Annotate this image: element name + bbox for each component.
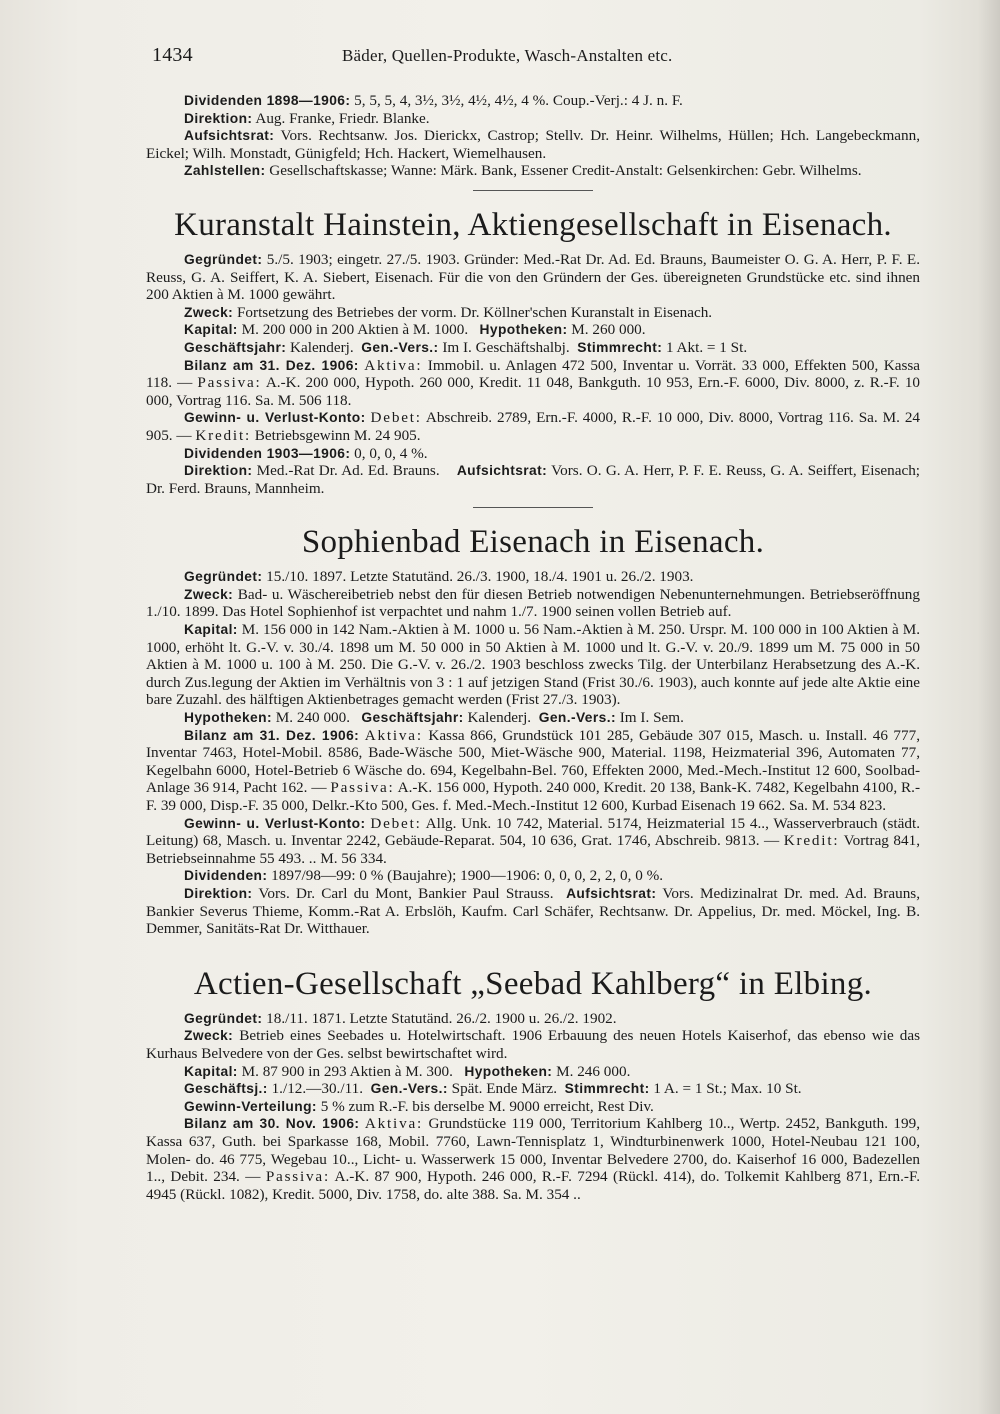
capital-text: M. 87 900 in 293 Aktien à M. 300. [237, 1062, 453, 1080]
founded-text: 18./11. 1871. Letzte Statutänd. 26./2. 1900 u. 26./2. 1902. [262, 1009, 617, 1027]
purpose-label: Zweck: [184, 586, 234, 602]
section-sophienbad-eisenach [146, 522, 920, 937]
capital-label: Kapital: [184, 322, 238, 338]
founded-paragraph [146, 251, 920, 304]
voting-right-label: Stimmrecht: [564, 1081, 650, 1097]
mortgages-label: Hypotheken: [479, 322, 568, 338]
balance-label: Bilanz am 31. Dez. 1906: [184, 727, 360, 743]
founded-paragraph [146, 1010, 920, 1028]
liabilities-text: A.-K. 156 000, Hypoth. 240 000, Kredit. 20 138, Bank-K. 7482, Kegelbahn 4100, R.-F. 39 000, Disp.-F. 35 000, Delkr.-Kto 500, Ges. f. Med.-Mech.-Institut 12 600, Kurbad Eisenach 19 662. Sa. M. 534 823. [146, 779, 920, 814]
paying-agents-text: Gesellschaftskasse; Wanne: Märk. Bank, Essener Credit-Anstalt: Gelsenkirchen: Gebr. Wilhelms. [265, 162, 862, 180]
liabilities-label: Passiva: [265, 1168, 330, 1186]
supervisory-board-text: Vors. O. G. A. Herr, P. F. E. Reuss, G. A. Seiffert, Eisenach; Dr. Ferd. Brauns, Mannheim. [146, 462, 921, 497]
board-label: Direktion: [184, 885, 253, 901]
business-year-text: Kalenderj. [286, 338, 354, 356]
business-year-label: Geschäftsjahr: [184, 339, 287, 355]
company-title: Sophienbad Eisenach in Eisenach. [301, 524, 765, 561]
purpose-paragraph [146, 1027, 920, 1062]
section-previous-company [146, 92, 920, 191]
board-text: Med.-Rat Dr. Ad. Ed. Brauns. [252, 462, 440, 480]
mortgages-label: Hypotheken: [184, 710, 272, 726]
dividends-text: 5, 5, 5, 4, 3½, 3½, 4½, 4½, 4 %. Coup.-Verj.: 4 J. n. F. [350, 92, 683, 109]
board-label: Direktion: [184, 463, 253, 479]
mortgages-paragraph [146, 709, 920, 727]
business-year-paragraph [146, 1080, 920, 1098]
credit-text: Betriebsgewinn M. 24 905. [250, 426, 421, 444]
purpose-text: Bad- u. Wäschereibetrieb nebst den für diesen Betrieb notwendigen Nebenunternehmungen. Betriebseröffnung 1./10. 1899. Das Hotel Sophienhof ist verpachtet und nahm 1./7. 1900 seinen vollen Betrieb auf. [146, 585, 920, 621]
voting-right-text: 1 A. = 1 St.; Max. 10 St. [649, 1080, 802, 1098]
debit-text: Abschreib. 2789, Ern.-F. 4000, R.-F. 10 000, Div. 8000, Vortrag 116. Sa. M. 24 905. — [146, 409, 921, 444]
supervisory-board-label: Aufsichtsrat: [566, 885, 657, 901]
section-seebad-kahlberg [146, 964, 920, 1204]
section-divider [473, 190, 593, 191]
page-content [146, 92, 920, 1203]
page-number: 1434 [152, 44, 193, 66]
liabilities-text: A.-K. 200 000, Hypoth. 260 000, Kredit. 11 048, Bankguth. 10 953, Ern.-F. 6000, Div. 8000, z. R.-F. 10 000, Vortrag 116. Sa. M. 506 118. [146, 374, 921, 409]
supervisory-board-text: Vors. Rechtsanw. Jos. Dierickx, Castrop; Stellv. Dr. Heinr. Wilhelms, Hüllen; Hch. Langebeckmann, Eickel; Wilh. Monstadt, Günigfeld; Hch. Hackert, Wiemelhausen. [146, 127, 920, 162]
general-meeting-text: Spät. Ende März. [447, 1080, 558, 1098]
profit-distribution-label: Gewinn-Verteilung: [184, 1098, 317, 1114]
section-divider [473, 507, 593, 508]
dividends-paragraph [146, 445, 920, 463]
profit-loss-label: Gewinn- u. Verlust-Konto: [184, 815, 366, 831]
capital-label: Kapital: [184, 1063, 238, 1079]
debit-text: Allg. Unk. 10 742, Material. 5174, Heizmaterial 15 4.., Wasserverbrauch (städt. Leitung) 68, Masch. u. Inventar 2242, Gebäude-Reparat. 504, 10 636, Grat. 1746, Abschreib. 9813. — [146, 814, 921, 850]
purpose-paragraph [146, 304, 920, 322]
purpose-label: Zweck: [184, 304, 234, 320]
assets-text: Grundstücke 119 000, Territorium Kahlberg 10.., Wertp. 2452, Bankguth. 199, Kassa 637, Guth. bei Sparkasse 168, Mobil. 7760, Lawn-Tennisplatz 1, Windturbinenwerk 1000, Hotel-Neubau 121 100, Molen- do. 46 775, Wegebau 10.., Licht- u. Wasserwerk 15 000, Inventar Belvedere 2700, do. Kaiserhof 16 000, Badezellen 1.., Debit. 234. — [146, 1115, 921, 1186]
capital-paragraph [146, 321, 920, 339]
capital-paragraph [146, 1063, 920, 1081]
profit-loss-paragraph [146, 815, 920, 868]
capital-text: M. 156 000 in 142 Nam.-Aktien à M. 1000 u. 56 Nam.-Aktien à M. 250. Urspr. M. 100 000 in 100 Aktien à M. 1000, erhöht lt. G.-V. v. 30./4. 1898 um M. 50 000 in 50 Aktien à M. 1000 und lt. G.-V. v. 20./9. 1899 um M. 75 000 in 50 Aktien à M. 1000 u. 100 à M. 250. Die G.-V. v. 26./2. 1903 beschloss zwecks Tilg. der Unterbilanz Herabsetzung des A.-K. durch Zus.legung der Aktien im Verhältnis von 3 : 1 auf jetzigen Stand (Frist 30./6. 1903), auch konnte auf jede alte Aktie eine bare Zuzahl. des hälftigen Aktienbetrages gemacht werden (Frist 27./3. 1903). [146, 621, 920, 709]
profit-distribution-paragraph [146, 1098, 920, 1116]
purpose-text: Betrieb eines Seebades u. Hotelwirtschaft. 1906 Erbauung des neuen Hotels Kaiserhof, das ebenso wie das Kurhaus Belvedere von der Ges. selbst bewirtschaftet wird. [146, 1027, 920, 1062]
business-year-label: Geschäftsjahr: [361, 710, 464, 726]
capital-text: M. 200 000 in 200 Aktien à M. 1000. [237, 321, 469, 339]
general-meeting-label: Gen.-Vers.: [370, 1081, 448, 1097]
company-title: Actien-Gesellschaft „Seebad Kahlberg“ in Elbing. [193, 965, 873, 1002]
general-meeting-text: Im I. Sem. [615, 709, 684, 727]
balance-paragraph [146, 357, 920, 410]
founded-label: Gegründet: [184, 1010, 263, 1026]
balance-paragraph [146, 1115, 920, 1203]
assets-label: Aktiva: [364, 726, 423, 744]
general-meeting-text: Im I. Geschäftshalbj. [438, 338, 570, 356]
debit-label: Debet: [370, 409, 422, 427]
running-title: Bäder, Quellen-Produkte, Wasch-Anstalten etc. [342, 46, 673, 65]
voting-right-text: 1 Akt. = 1 St. [662, 338, 748, 356]
founded-label: Gegründet: [184, 569, 263, 585]
liabilities-label: Passiva: [330, 779, 395, 797]
balance-paragraph [146, 727, 920, 815]
dividends-label: Dividenden: [184, 868, 268, 884]
board-label: Direktion: [184, 110, 253, 126]
founded-text: 15./10. 1897. Letzte Statutänd. 26./3. 1900, 18./4. 1901 u. 26./2. 1903. [262, 568, 694, 586]
board-text: Aug. Franke, Friedr. Blanke. [252, 109, 430, 127]
founded-text: 5./5. 1903; eingetr. 27./5. 1903. Gründer: Med.-Rat Dr. Ad. Ed. Brauns, Baumeister O. G. A. Herr, P. F. E. Reuss, G. A. Seiffert, K. A. Siebert, Eisenach. Für die von den Gründern der Ges. übereigneten Grundstücke etc. sind ihnen 200 Aktien à M. 1000 gewährt. [146, 250, 920, 304]
dividends-paragraph [146, 867, 920, 885]
dividends-text: 0, 0, 0, 4 %. [350, 444, 428, 462]
mortgages-text: M. 260 000. [567, 321, 646, 339]
business-year-paragraph [146, 339, 920, 357]
purpose-paragraph [146, 586, 920, 621]
voting-right-label: Stimmrecht: [577, 339, 663, 355]
debit-label: Debet: [370, 814, 422, 832]
profit-loss-label: Gewinn- u. Verlust-Konto: [184, 410, 366, 426]
credit-label: Kredit: [195, 426, 251, 444]
dividends-label: Dividenden 1903—1906: [184, 445, 351, 461]
purpose-text: Fortsetzung des Betriebes der vorm. Dr. Köllner'schen Kuranstalt in Eisenach. [233, 303, 713, 321]
assets-text: Immobil. u. Anlagen 472 500, Inventar u. Vorrät. 33 000, Effekten 500, Kassa 118. — [146, 356, 921, 392]
supervisory-board-label: Aufsichtsrat: [456, 463, 548, 479]
liabilities-text: A.-K. 87 900, Hypoth. 246 000, R.-F. 7294 (Rückl. 414), do. Tolkemit Kahlberg 871, Ern.-F. 4945 (Rückl. 1082), Kredit. 5000, Div. 1758, do. alte 388. Sa. M. 354 .. [146, 1168, 920, 1203]
profit-distribution-text: 5 % zum R.-F. bis derselbe M. 9000 erreicht, Rest Div. [316, 1097, 654, 1115]
supervisory-board-text: Vors. Medizinalrat Dr. med. Ad. Brauns, Bankier Severus Thieme, Komm.-Rat A. Erbslöh, Kaufm. Carl Schäfer, Rechtsanw. Dr. Appelius, Dr. med. Möckel, Ing. B. Demmer, Sanitäts-Rat Dr. Witthauer. [146, 884, 920, 938]
board-paragraph [146, 462, 920, 497]
business-year-text: Kalenderj. [463, 709, 532, 727]
capital-paragraph [146, 621, 920, 709]
business-year-label: Geschäftsj.: [184, 1081, 268, 1097]
purpose-label: Zweck: [184, 1028, 234, 1044]
assets-label: Aktiva: [364, 1115, 424, 1133]
board-text: Vors. Dr. Carl du Mont, Bankier Paul Strauss. [252, 884, 554, 902]
dividends-label: Dividenden 1898—1906: [184, 93, 351, 108]
credit-label: Kredit: [783, 832, 840, 850]
supervisory-board-label: Aufsichtsrat: [184, 128, 275, 144]
board-paragraph [146, 885, 920, 938]
balance-label: Bilanz am 31. Dez. 1906: [184, 357, 359, 373]
page-header [152, 44, 912, 67]
paying-agents-label: Zahlstellen: [184, 163, 266, 179]
liabilities-label: Passiva: [197, 374, 262, 392]
board-paragraph [146, 110, 920, 128]
mortgages-label: Hypotheken: [464, 1063, 553, 1079]
credit-text: Vortrag 841, Betriebseinnahme 55 493. .. M. 56 334. [146, 832, 921, 867]
assets-text: Kassa 866, Grundstück 101 285, Gebäude 307 015, Masch. u. Install. 46 777, Inventar 7463, Hotel-Mobil. 8586, Bade-Wäsche 500, Miet-Wäsche 900, Material. 1198, Heizmaterial 396, Automaten 77, Kegelbahn 6000, Hotel-Betrieb 6 Wäsche do. 694, Kegelbahn-Bel. 760, Effekten 2000, Med.-Mech.-Institut 12 600, Soolbad-Anlage 36 914, Pacht 162. — [146, 726, 921, 797]
general-meeting-label: Gen.-Vers.: [361, 339, 439, 355]
capital-label: Kapital: [184, 622, 238, 638]
dividends-text: 1897/98—99: 0 % (Baujahre); 1900—1906: 0, 0, 0, 2, 2, 0, 0 %. [267, 867, 664, 885]
founded-label: Gegründet: [184, 251, 263, 267]
general-meeting-label: Gen.-Vers.: [538, 710, 616, 726]
section-kuranstalt-hainstein [146, 205, 920, 508]
paying-agents-paragraph [146, 162, 920, 180]
company-title: Kuranstalt Hainstein, Aktiengesellschaft in Eisenach. [174, 206, 892, 243]
business-year-text: 1./12.—30./11. [267, 1080, 363, 1098]
assets-label: Aktiva: [364, 356, 423, 374]
mortgages-text: M. 246 000. [552, 1062, 631, 1080]
dividends-paragraph [146, 92, 920, 110]
balance-label: Bilanz am 30. Nov. 1906: [184, 1116, 360, 1132]
founded-paragraph [146, 568, 920, 586]
profit-loss-paragraph [146, 409, 920, 444]
mortgages-text: M. 240 000. [271, 709, 351, 727]
supervisory-board-paragraph [146, 127, 920, 162]
